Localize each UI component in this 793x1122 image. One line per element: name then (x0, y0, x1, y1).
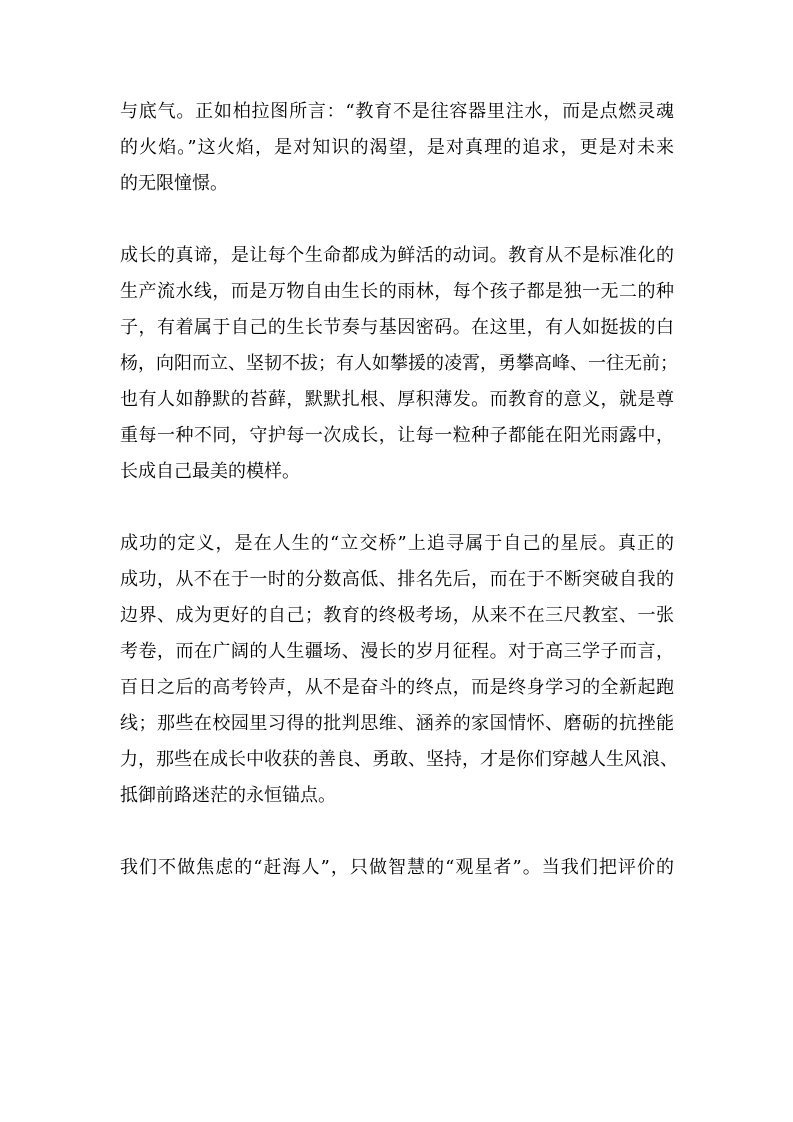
text-line: 长成自己最美的模样。 (120, 461, 300, 482)
text-line: 我们不做焦虑的“赶海人”，只做智慧的“观星者”。当我们把评价的 (120, 857, 674, 878)
text-line: 成长的真谛，是让每个生命都成为鲜活的动词。教育从不是标准化的 (120, 245, 674, 266)
paragraph-4 (120, 850, 674, 886)
text-line: 的无限憧憬。 (120, 173, 228, 194)
text-line: 的火焰。”这火焰，是对知识的渴望，是对真理的追求，更是对未来 (120, 137, 674, 158)
text-line: 抵御前路迷茫的永恒锚点。 (120, 785, 336, 806)
text-line: 与底气。正如柏拉图所言：“教育不是往容器里注水，而是点燃灵魂 (120, 101, 674, 122)
text-line: 边界、成为更好的自己；教育的终极考场，从来不在三尺教室、一张 (120, 605, 674, 626)
paragraph-1 (120, 94, 674, 202)
text-line: 成功的定义，是在人生的“立交桥”上追寻属于自己的星辰。真正的 (120, 533, 674, 554)
text-line: 也有人如静默的苔藓，默默扎根、厚积薄发。而教育的意义，就是尊 (120, 389, 674, 410)
text-line: 成功，从不在于一时的分数高低、排名先后，而在于不断突破自我的 (120, 569, 674, 590)
text-line: 生产流水线，而是万物自由生长的雨林，每个孩子都是独一无二的种 (120, 281, 674, 302)
text-line: 子，有着属于自己的生长节奏与基因密码。在这里，有人如挺拔的白 (120, 317, 674, 338)
text-line: 杨，向阳而立、坚韧不拔；有人如攀援的凌霄，勇攀高峰、一往无前； (120, 353, 678, 374)
text-line: 线；那些在校园里习得的批判思维、涵养的家国情怀、磨砺的抗挫能 (120, 713, 674, 734)
text-line: 考卷，而在广阔的人生疆场、漫长的岁月征程。对于高三学子而言， (120, 641, 674, 662)
paragraph-2 (120, 238, 678, 490)
body-text (120, 94, 678, 922)
text-line: 百日之后的高考铃声，从不是奋斗的终点，而是终身学习的全新起跑 (120, 677, 674, 698)
text-line: 力，那些在成长中收获的善良、勇敢、坚持，才是你们穿越人生风浪、 (120, 749, 678, 770)
paragraph-3 (120, 526, 678, 814)
text-line: 重每一种不同，守护每一次成长，让每一粒种子都能在阳光雨露中， (120, 425, 674, 446)
